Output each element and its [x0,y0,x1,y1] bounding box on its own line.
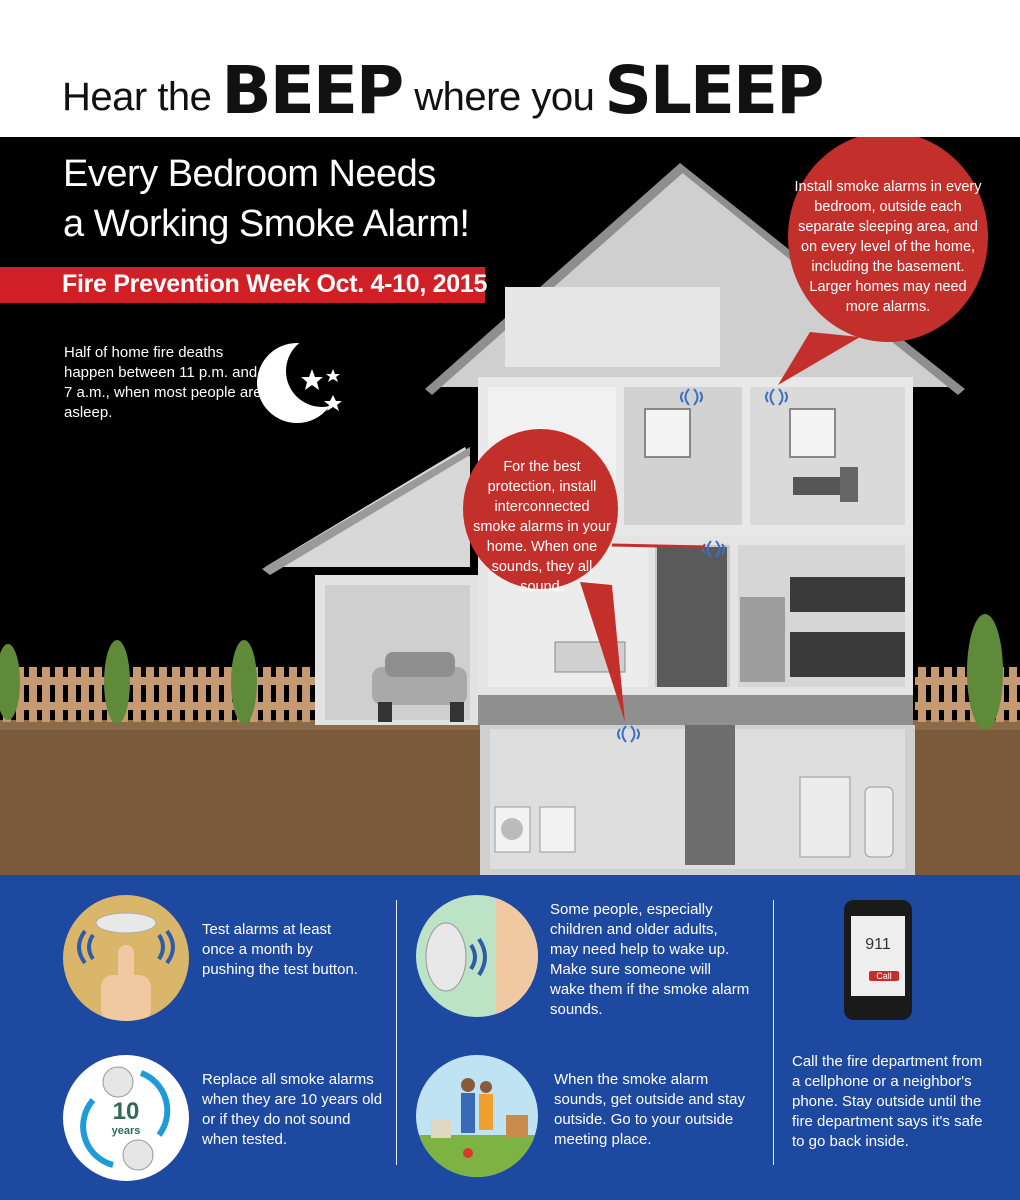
install-alarms-bubble [788,137,988,342]
fence-picket [55,667,63,722]
phone-number: 911 [865,936,891,953]
fire-prevention-banner [0,267,488,303]
fence-picket [133,667,141,722]
title-sleep: SLEEP [604,52,823,129]
fence-picket [68,667,76,722]
subtitle-line2: a Working Smoke Alarm! [63,203,470,245]
foundation [478,695,913,725]
fence-picket [146,667,154,722]
subtitle [63,149,469,249]
tip-get-outside: When the smoke alarm sounds, get outside and stay outside. Go to your outside meeting place. [554,1071,745,1148]
banner-text: Fire Prevention Week Oct. 4-10, 2015 [62,270,488,298]
title-part3: where you [414,75,595,119]
fence-picket [289,667,297,722]
tip-wake-people: Some people, especially children and older adults, may need help to wake up. Make sure someone will wake them if the smoke alarm sounds. [550,901,750,1018]
divider-2 [773,900,774,1165]
fence-picket [276,667,284,722]
title-beep: BEEP [221,52,403,129]
years-number: 10 [112,1098,140,1125]
fence-picket [42,667,50,722]
fence-picket [211,667,219,722]
fence-picket [931,667,939,722]
fence-picket [944,667,952,722]
header [0,0,1020,137]
tip-test-alarms: Test alarms at least once a month by pushing the test button. [202,921,358,978]
fire-death-stat: Half of home fire deaths happen between 11 p.m. and 7 a.m., when most people are asleep. [64,344,262,421]
fence-picket [172,667,180,722]
fence-picket [159,667,167,722]
fence-picket [1009,667,1017,722]
phone-icon [844,900,912,1020]
fence-picket [918,667,926,722]
phone-screen [851,916,905,996]
fence-picket [29,667,37,722]
fence-picket [94,667,102,722]
staircase [657,547,727,687]
years-label: years [111,1125,141,1137]
garage-roof [265,447,470,567]
fence-picket [224,667,232,722]
fence-picket [302,667,310,722]
test-button-icon [63,895,189,1021]
tip-call-fire-dept: Call the fire department from a cellphone or a neighbor's phone. Stay outside until the fire department says it's safe to go back inside. [792,1053,983,1150]
fence-picket [185,667,193,722]
install-alarms-text: Install smoke alarms in every bedroom, outside each separate sleeping area, and on every level of the home, including the basement. Larger homes may need more alarms. [794,179,982,315]
interconnect-text: For the best protection, install interconnected smoke alarms in your home. When one sounds, they all sound. [473,459,611,595]
tip-replace-alarms: Replace all smoke alarms when they are 10 years old or if they do not sound when tested. [202,1071,383,1148]
call-label: Call [869,971,899,981]
divider-1 [396,900,397,1165]
family-outside-icon [416,1055,538,1177]
tips-panel [0,875,1020,1200]
fence-picket [81,667,89,722]
main-title [62,52,822,129]
fence-picket [263,667,271,722]
interconnect-bubble [463,429,618,595]
ten-years-icon [63,1055,189,1181]
night-scene [0,137,1020,875]
wake-up-icon [416,895,538,1017]
fence-picket [957,667,965,722]
subtitle-line1: Every Bedroom Needs [63,153,436,195]
title-part1: Hear the [62,75,212,119]
fence-picket [198,667,206,722]
